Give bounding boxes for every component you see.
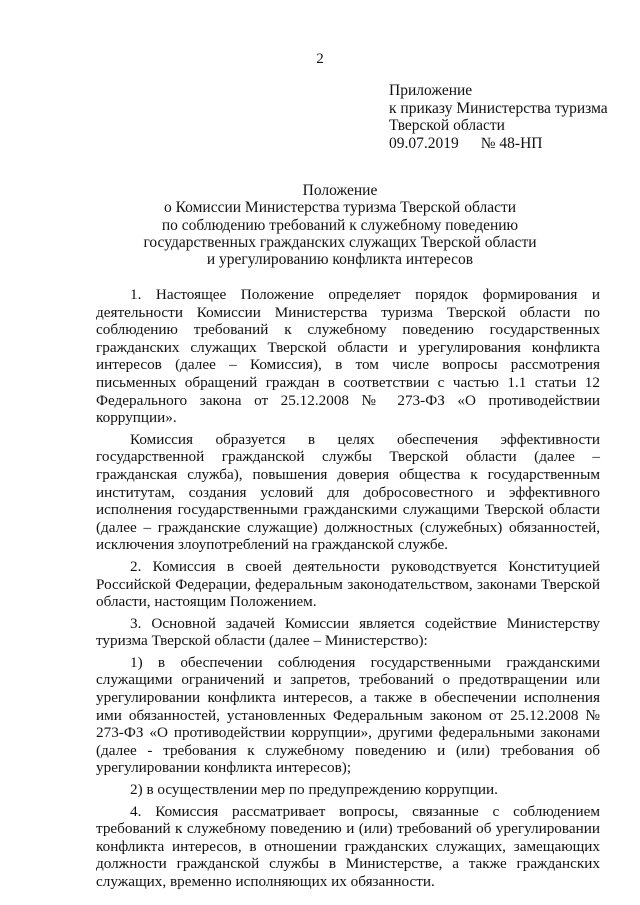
paragraph-3: 2. Комиссия в своей деятельности руководствуется Конституцией Российской Федерации, федеральным законодательством, законами Тверской области, настоящим Положением. — [96, 557, 600, 611]
paragraph-7: 4. Комиссия рассматривает вопросы, связанные с соблюдением требований к служебному поведению и (или) требований об урегулировании конфликта интересов, в отношении гражданских служащих, замещающих должности гражданской службы в Министерстве, а также гражданских служащих, временно исполняющих их обязанности. — [96, 802, 600, 890]
document-title — [60, 182, 620, 268]
title-line-4: государственных гражданских служащих Тверской области — [143, 233, 537, 251]
title-line-1: Положение — [302, 182, 378, 199]
appendix-date: 09.07.2019 — [389, 134, 459, 152]
paragraph-5: 1) в обеспечении соблюдения государственными гражданскими служащими ограничений и запретов, требований о предотвращении или урегулировании конфликта интересов, а также в обеспечении исполнения ими обязанностей, установленных Федеральным законом от 25.12.2008 № 273-ФЗ «О противодействии коррупции», другими федеральными законами (далее - требования к служебному поведению и (или) требования об урегулировании конфликта интересов); — [96, 653, 600, 777]
title-line-5: и урегулированию конфликта интересов — [206, 251, 474, 269]
document-body — [96, 286, 600, 895]
appendix-label: Приложение — [389, 82, 473, 99]
appendix-header — [389, 82, 629, 152]
title-line-2: о Комиссии Министерства туризма Тверской области — [163, 199, 517, 217]
appendix-region: Тверской области — [389, 117, 505, 134]
appendix-order-ref: к приказу Министерства туризма — [389, 99, 608, 117]
paragraph-4: 3. Основной задачей Комиссии является содействие Министерству туризма Тверской области (далее – Министерство): — [96, 614, 600, 650]
paragraph-2: Комиссия образуется в целях обеспечения эффективности государственной гражданской службы Тверской области (далее – гражданская служба), повышения доверия общества к государственным институтам, создания условий для добросовестного и эффективного исполнения государственными гражданскими служащими Тверской области (далее – гражданские служащие) должностных (служебных) обязанностей, исключения злоупотреблений на гражданской службе. — [96, 430, 600, 554]
paragraph-1: 1. Настоящее Положение определяет порядок формирования и деятельности Комиссии Министерства туризма Тверской области по соблюдению требований к служебному поведению государственных гражданских служащих Тверской области и урегулирования конфликта интересов (далее – Комиссия), в том числе вопросы рассмотрения письменных обращений граждан в соответствии с частью 1.1 статьи 12 Федерального закона от 25.12.2008 № 273-ФЗ «О противодействии коррупции». — [96, 286, 600, 427]
appendix-date-row — [389, 135, 629, 153]
title-line-3: по соблюдению требований к служебному поведению — [161, 216, 519, 234]
appendix-number: № 48-НП — [480, 134, 543, 152]
page-number: 2 — [316, 51, 324, 67]
paragraph-6: 2) в осуществлении мер по предупреждению коррупции. — [130, 781, 498, 799]
